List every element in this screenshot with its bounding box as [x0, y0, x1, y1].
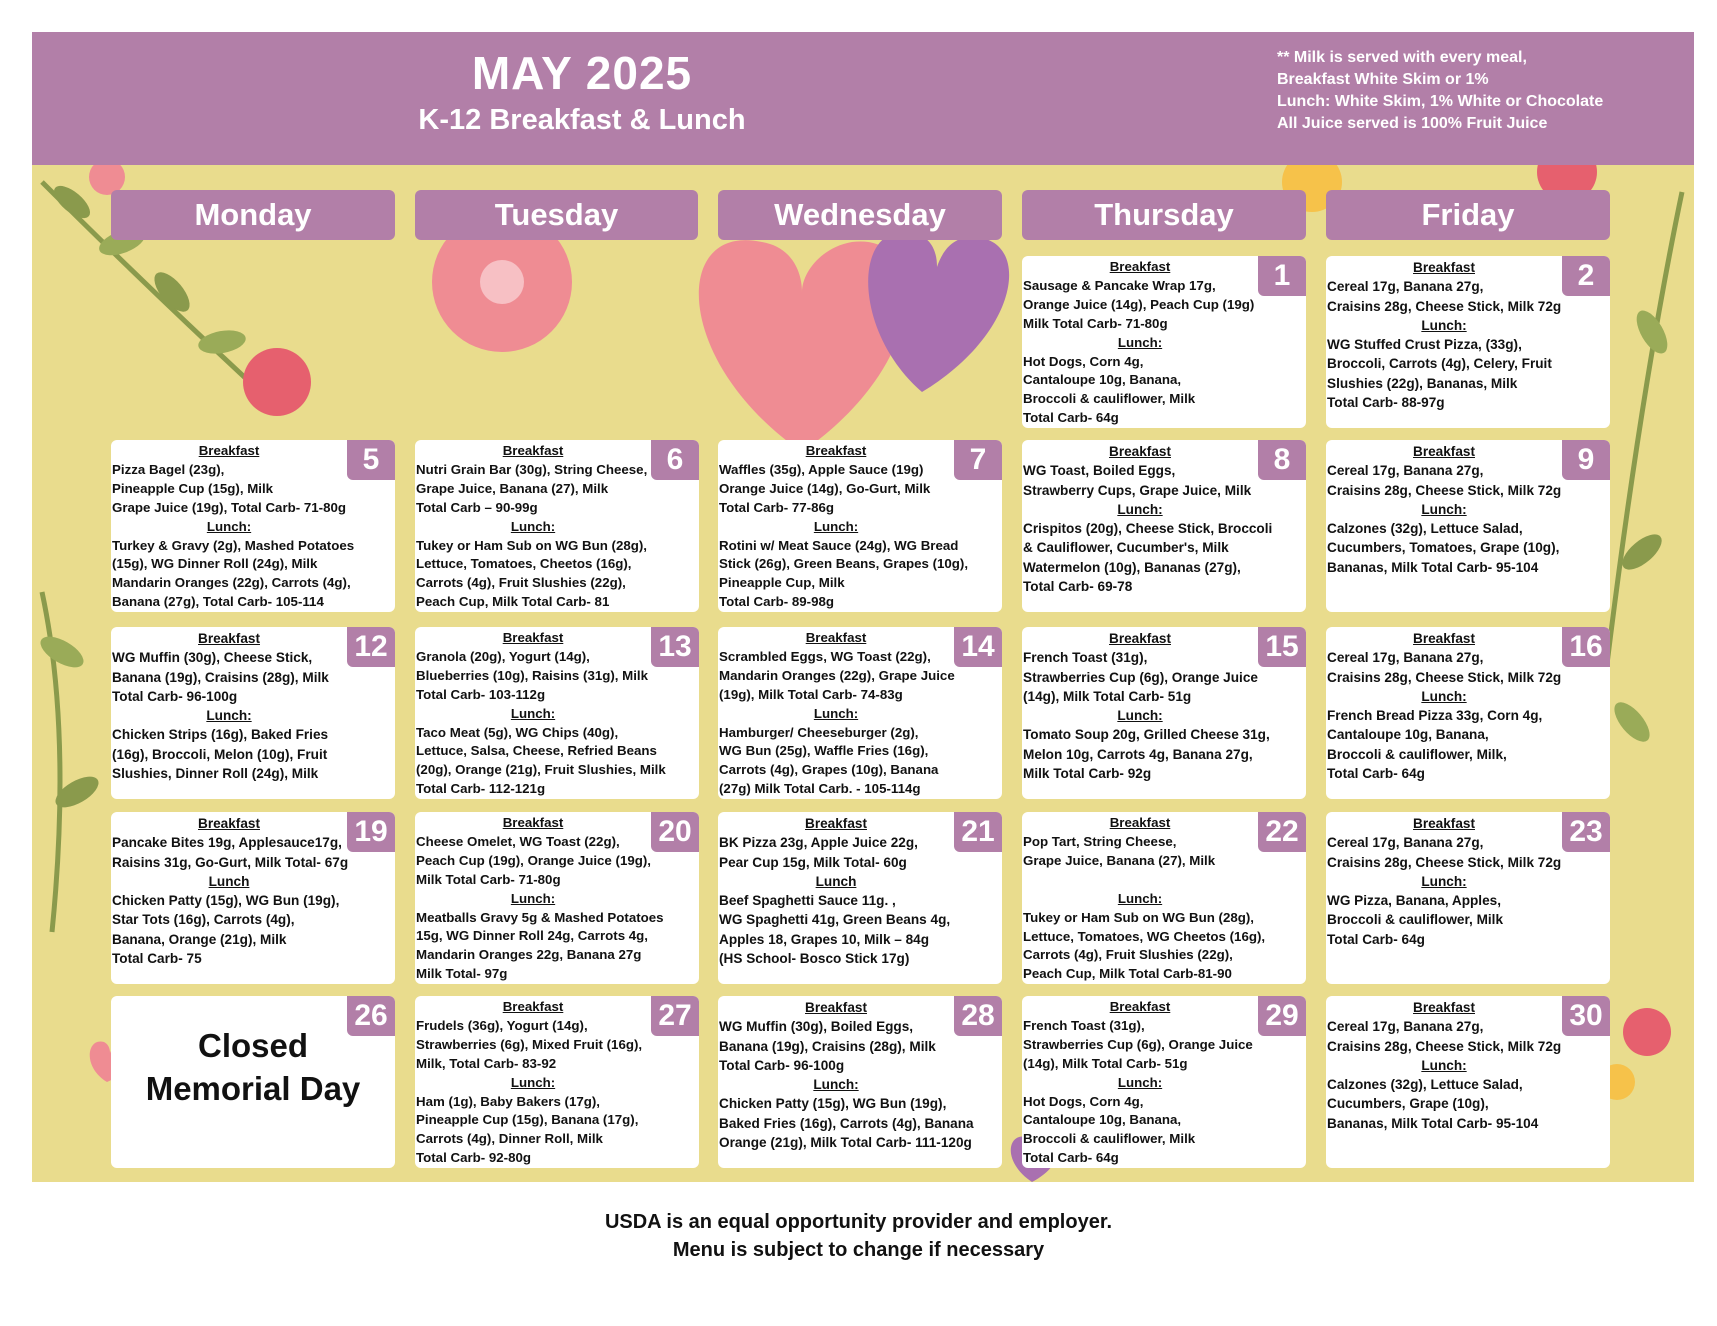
- menu-text: [718, 442, 1002, 612]
- menu-line: Cereal 17g, Banana 27g,: [1327, 650, 1484, 666]
- menu-line: Craisins 28g, Cheese Stick, Milk 72g: [1327, 298, 1562, 314]
- breakfast-heading: Breakfast: [1413, 1000, 1475, 1015]
- menu-text: [415, 442, 699, 612]
- lunch-heading: Lunch: [208, 873, 250, 889]
- menu-line: Chicken Strips (16g), Baked Fries: [112, 727, 329, 743]
- closed-notice: [111, 1024, 395, 1110]
- menu-line: BK Pizza 23g, Apple Juice 22g,: [719, 835, 918, 851]
- menu-text: [1022, 629, 1306, 783]
- menu-line: Milk Total Carb- 92g: [1023, 766, 1152, 782]
- menu-line: Mandarin Oranges (22g), Carrots (4g),: [112, 575, 351, 591]
- menu-line: Strawberries Cup (6g), Orange Juice: [1023, 669, 1258, 685]
- menu-line: Melon 10g, Carrots 4g, Banana 27g,: [1023, 746, 1253, 762]
- lunch-heading: Lunch: [815, 873, 857, 889]
- menu-line: Tukey or Ham Sub on WG Bun (28g),: [1023, 909, 1254, 925]
- menu-line: Cereal 17g, Banana 27g,: [1327, 835, 1484, 851]
- day-cell-9: [1326, 440, 1610, 612]
- day-number: 9: [1562, 440, 1610, 480]
- day-cell-26: [111, 996, 395, 1168]
- lunch-heading: Lunch:: [1117, 1074, 1163, 1090]
- menu-line: Pancake Bites 19g, Applesauce17g,: [112, 835, 342, 851]
- menu-text: [415, 814, 699, 984]
- day-number: 2: [1562, 256, 1610, 296]
- menu-line: Scrambled Eggs, WG Toast (22g),: [719, 648, 931, 664]
- menu-line: Pizza Bagel (23g),: [112, 461, 225, 477]
- lunch-heading: Lunch:: [206, 518, 252, 534]
- header-banner: [32, 32, 1694, 165]
- day-number: 6: [651, 440, 699, 480]
- day-cell-14: [718, 627, 1002, 799]
- day-cell-7: [718, 440, 1002, 612]
- lunch-heading: Lunch:: [1117, 334, 1163, 350]
- menu-line: Banana, Orange (21g), Milk: [112, 931, 287, 947]
- lunch-heading: Lunch:: [1117, 890, 1163, 906]
- menu-line: Mandarin Oranges (22g), Grape Juice: [719, 667, 955, 683]
- menu-line: (20g), Orange (21g), Fruit Slushies, Milk: [416, 762, 666, 778]
- menu-text: [1326, 258, 1610, 412]
- menu-line: Total Carb- 88-97g: [1327, 395, 1445, 411]
- menu-line: Milk Total Carb- 71-80g: [416, 871, 561, 887]
- menu-line: WG Pizza, Banana, Apples,: [1327, 893, 1501, 909]
- menu-line: (16g), Broccoli, Melon (10g), Fruit: [112, 746, 328, 762]
- footer-equal-opportunity: USDA is an equal opportunity provider and employer.: [604, 1211, 1113, 1233]
- menu-line: (HS School- Bosco Stick 17g): [719, 951, 910, 967]
- menu-line: Cheese Omelet, WG Toast (22g),: [416, 833, 620, 849]
- menu-line: WG Stuffed Crust Pizza, (33g),: [1327, 337, 1522, 353]
- menu-line: WG Muffin (30g), Boiled Eggs,: [719, 1019, 914, 1035]
- menu-line: Strawberries (6g), Mixed Fruit (16g),: [416, 1036, 643, 1052]
- menu-line: Milk Total Carb- 71-80g: [1023, 315, 1168, 331]
- menu-line: Pineapple Cup, Milk: [719, 575, 845, 591]
- menu-line: Grape Juice, Banana (27), Milk: [1023, 852, 1216, 868]
- day-cell-16: [1326, 627, 1610, 799]
- day-number: 16: [1562, 627, 1610, 667]
- menu-line: Pop Tart, String Cheese,: [1023, 833, 1177, 849]
- lunch-heading: Lunch:: [813, 518, 859, 534]
- menu-line: Grape Juice (19g), Total Carb- 71-80g: [112, 499, 346, 515]
- menu-text: [1022, 998, 1306, 1168]
- day-header-thursday: Thursday: [1022, 190, 1306, 240]
- lunch-heading: Lunch:: [813, 1077, 859, 1093]
- menu-text: [111, 629, 395, 783]
- menu-line: Grape Juice, Banana (27), Milk: [416, 480, 609, 496]
- menu-line: Slushies, Dinner Roll (24g), Milk: [112, 766, 319, 782]
- menu-line: Peach Cup, Milk Total Carb- 81: [416, 594, 610, 610]
- lunch-heading: Lunch:: [510, 1074, 556, 1090]
- menu-line: (27g) Milk Total Carb. - 105-114g: [719, 781, 921, 797]
- menu-text: [1326, 442, 1610, 577]
- menu-line: Granola (20g), Yogurt (14g),: [416, 648, 590, 664]
- menu-line: Taco Meat (5g), WG Chips (40g),: [416, 724, 619, 740]
- lunch-heading: Lunch:: [1421, 317, 1467, 333]
- lunch-heading: Lunch:: [813, 705, 859, 721]
- menu-line: Chicken Patty (15g), WG Bun (19g),: [112, 893, 340, 909]
- breakfast-heading: Breakfast: [805, 816, 867, 831]
- day-number: 29: [1258, 996, 1306, 1036]
- heart-purple-decoration: [868, 231, 1009, 392]
- menu-text: [111, 442, 395, 612]
- day-number: 15: [1258, 627, 1306, 667]
- menu-line: Cereal 17g, Banana 27g,: [1327, 279, 1484, 295]
- menu-line: Orange (21g), Milk Total Carb- 111-120g: [719, 1135, 972, 1151]
- menu-line: Pineapple Cup (15g), Milk: [112, 480, 274, 496]
- day-cell-15: [1022, 627, 1306, 799]
- lunch-heading: Lunch:: [1421, 501, 1467, 517]
- menu-line: WG Muffin (30g), Cheese Stick,: [112, 650, 313, 666]
- menu-line: Carrots (4g), Dinner Roll, Milk: [416, 1131, 603, 1147]
- menu-line: WG Bun (25g), Waffle Fries (16g),: [719, 743, 929, 759]
- day-number: 13: [651, 627, 699, 667]
- menu-line: Calzones (32g), Lettuce Salad,: [1327, 1077, 1523, 1093]
- day-cell-29: [1022, 996, 1306, 1168]
- menu-line: (14g), Milk Total Carb- 51g: [1023, 688, 1192, 704]
- menu-line: Slushies (22g), Bananas, Milk: [1327, 375, 1518, 391]
- menu-line: French Bread Pizza 33g, Corn 4g,: [1327, 708, 1543, 724]
- menu-line: Lettuce, Salsa, Cheese, Refried Beans: [416, 743, 657, 759]
- menu-line: Total Carb- 89-98g: [719, 594, 835, 610]
- menu-line: Peach Cup, Milk Total Carb-81-90: [1023, 966, 1232, 982]
- menu-line: Carrots (4g), Grapes (10g), Banana: [719, 762, 939, 778]
- menu-line: Pear Cup 15g, Milk Total- 60g: [719, 854, 907, 870]
- menu-line: (19g), Milk Total Carb- 74-83g: [719, 686, 903, 702]
- menu-line: Craisins 28g, Cheese Stick, Milk 72g: [1327, 482, 1562, 498]
- menu-line: Total Carb- 112-121g: [416, 781, 546, 797]
- day-cell-30: [1326, 996, 1610, 1168]
- menu-line: Broccoli & cauliflower, Milk: [1023, 1131, 1196, 1147]
- day-cell-23: [1326, 812, 1610, 984]
- closed-notice-line: Closed: [197, 1027, 309, 1064]
- menu-line: Raisins 31g, Go-Gurt, Milk Total- 67g: [112, 854, 349, 870]
- breakfast-heading: Breakfast: [502, 999, 564, 1014]
- menu-text: [718, 814, 1002, 968]
- menu-line: Hot Dogs, Corn 4g,: [1023, 353, 1144, 369]
- menu-line: Broccoli & cauliflower, Milk: [1023, 391, 1196, 407]
- menu-line: Craisins 28g, Cheese Stick, Milk 72g: [1327, 1038, 1562, 1054]
- menu-line: Watermelon (10g), Bananas (27g),: [1023, 559, 1241, 575]
- menu-line: Total Carb- 96-100g: [719, 1057, 845, 1073]
- milk-note-line: Breakfast White Skim or 1%: [1277, 71, 1489, 88]
- day-cell-19: [111, 812, 395, 984]
- menu-line: Total Carb- 96-100g: [112, 688, 238, 704]
- day-header-wednesday: Wednesday: [718, 190, 1002, 240]
- menu-line: Tukey or Ham Sub on WG Bun (28g),: [416, 537, 647, 553]
- breakfast-heading: Breakfast: [805, 630, 867, 645]
- day-number: 20: [651, 812, 699, 852]
- day-cell-20: [415, 812, 699, 984]
- menu-line: Broccoli, Carrots (4g), Celery, Fruit: [1327, 356, 1552, 372]
- menu-text: [1326, 629, 1610, 783]
- day-number: 1: [1258, 256, 1306, 296]
- menu-line: Carrots (4g), Fruit Slushies (22g),: [1023, 947, 1233, 963]
- breakfast-heading: Breakfast: [1413, 260, 1475, 275]
- lunch-heading: Lunch:: [1117, 501, 1163, 517]
- menu-line: Total Carb – 90-99g: [416, 499, 538, 515]
- menu-line: Craisins 28g, Cheese Stick, Milk 72g: [1327, 854, 1562, 870]
- day-cell-21: [718, 812, 1002, 984]
- menu-line: Orange Juice (14g), Go-Gurt, Milk: [719, 480, 931, 496]
- menu-text: [415, 998, 699, 1168]
- menu-line: Cereal 17g, Banana 27g,: [1327, 463, 1484, 479]
- day-number: 5: [347, 440, 395, 480]
- closed-notice-line: Memorial Day: [145, 1070, 361, 1107]
- menu-line: Banana (19g), Craisins (28g), Milk: [719, 1038, 936, 1054]
- menu-line: Craisins 28g, Cheese Stick, Milk 72g: [1327, 669, 1562, 685]
- menu-text: [1326, 814, 1610, 949]
- lunch-heading: Lunch:: [510, 518, 556, 534]
- day-cell-8: [1022, 440, 1306, 612]
- menu-line: Cucumbers, Grape (10g),: [1327, 1096, 1489, 1112]
- menu-text: [1022, 258, 1306, 428]
- menu-text: [1326, 998, 1610, 1133]
- menu-text: [111, 814, 395, 968]
- day-cell-1: [1022, 256, 1306, 428]
- menu-line: Ham (1g), Baby Bakers (17g),: [416, 1093, 601, 1109]
- breakfast-heading: Breakfast: [1109, 444, 1171, 459]
- menu-line: French Toast (31g),: [1023, 650, 1148, 666]
- menu-line: Frudels (36g), Yogurt (14g),: [416, 1017, 588, 1033]
- menu-line: Strawberry Cups, Grape Juice, Milk: [1023, 482, 1252, 498]
- day-number: 27: [651, 996, 699, 1036]
- menu-line: [1023, 871, 1305, 890]
- menu-text: [1022, 814, 1306, 984]
- day-number: 19: [347, 812, 395, 852]
- day-number: 14: [954, 627, 1002, 667]
- day-header-monday: Monday: [111, 190, 395, 240]
- menu-line: Pineapple Cup (15g), Banana (17g),: [416, 1112, 639, 1128]
- menu-line: Cantaloupe 10g, Banana,: [1023, 1112, 1182, 1128]
- breakfast-heading: Breakfast: [502, 443, 564, 458]
- menu-line: Mandarin Oranges 22g, Banana 27g: [416, 947, 642, 963]
- menu-line: (14g), Milk Total Carb- 51g: [1023, 1055, 1188, 1071]
- menu-poster: [32, 32, 1694, 1182]
- day-cell-12: [111, 627, 395, 799]
- day-cell-28: [718, 996, 1002, 1168]
- menu-line: Banana (27g), Total Carb- 105-114: [112, 594, 324, 610]
- day-cell-13: [415, 627, 699, 799]
- menu-line: Milk Total- 97g: [416, 966, 508, 982]
- menu-line: Peach Cup (19g), Orange Juice (19g),: [416, 852, 651, 868]
- menu-line: Hamburger/ Cheeseburger (2g),: [719, 724, 919, 740]
- menu-line: Blueberries (10g), Raisins (31g), Milk: [416, 667, 649, 683]
- breakfast-heading: Breakfast: [1413, 444, 1475, 459]
- breakfast-heading: Breakfast: [1109, 259, 1171, 274]
- menu-line: Broccoli & cauliflower, Milk: [1327, 912, 1504, 928]
- day-number: 8: [1258, 440, 1306, 480]
- menu-line: Stick (26g), Green Beans, Grapes (10g),: [719, 556, 969, 572]
- breakfast-heading: Breakfast: [1413, 816, 1475, 831]
- menu-text: [718, 629, 1002, 799]
- menu-line: Rotini w/ Meat Sauce (24g), WG Bread: [719, 537, 959, 553]
- breakfast-heading: Breakfast: [502, 815, 564, 830]
- menu-line: Strawberries Cup (6g), Orange Juice: [1023, 1036, 1253, 1052]
- menu-line: Beef Spaghetti Sauce 11g. ,: [719, 893, 896, 909]
- page-subtitle: K-12 Breakfast & Lunch: [418, 104, 746, 136]
- day-number: 12: [347, 627, 395, 667]
- menu-line: Total Carb- 92-80g: [416, 1150, 532, 1166]
- rose-decoration-bottom: [1623, 1008, 1671, 1056]
- menu-text: [415, 629, 699, 799]
- menu-line: Sausage & Pancake Wrap 17g,: [1023, 277, 1216, 293]
- menu-line: Chicken Patty (15g), WG Bun (19g),: [719, 1096, 947, 1112]
- lunch-heading: Lunch:: [206, 708, 252, 724]
- breakfast-heading: Breakfast: [502, 630, 564, 645]
- day-cell-22: [1022, 812, 1306, 984]
- menu-line: Baked Fries (16g), Carrots (4g), Banana: [719, 1115, 974, 1131]
- menu-line: Tomato Soup 20g, Grilled Cheese 31g,: [1023, 727, 1270, 743]
- menu-line: Calzones (32g), Lettuce Salad,: [1327, 521, 1523, 537]
- day-number: 28: [954, 996, 1002, 1036]
- menu-line: French Toast (31g),: [1023, 1017, 1145, 1033]
- menu-line: 15g, WG Dinner Roll 24g, Carrots 4g,: [416, 928, 649, 944]
- menu-text: [1022, 442, 1306, 596]
- menu-line: Meatballs Gravy 5g & Mashed Potatoes: [416, 909, 664, 925]
- day-cell-27: [415, 996, 699, 1168]
- lunch-heading: Lunch:: [1117, 708, 1163, 724]
- menu-line: Milk, Total Carb- 83-92: [416, 1055, 557, 1071]
- breakfast-heading: Breakfast: [198, 816, 260, 831]
- day-number: 30: [1562, 996, 1610, 1036]
- day-number: 22: [1258, 812, 1306, 852]
- menu-line: Total Carb- 64g: [1327, 931, 1425, 947]
- footer: [0, 1208, 1717, 1264]
- menu-line: Lettuce, Tomatoes, WG Cheetos (16g),: [1023, 928, 1266, 944]
- menu-line: Apples 18, Grapes 10, Milk – 84g: [719, 931, 930, 947]
- menu-line: Cucumbers, Tomatoes, Grape (10g),: [1327, 540, 1560, 556]
- lunch-heading: Lunch:: [510, 705, 556, 721]
- breakfast-heading: Breakfast: [198, 443, 260, 458]
- footer-menu-disclaimer: Menu is subject to change if necessary: [672, 1239, 1045, 1261]
- menu-line: Cereal 17g, Banana 27g,: [1327, 1019, 1484, 1035]
- menu-line: Banana (19g), Craisins (28g), Milk: [112, 669, 329, 685]
- menu-line: Cantaloupe 10g, Banana,: [1327, 727, 1489, 743]
- menu-line: Broccoli & cauliflower, Milk,: [1327, 746, 1507, 762]
- lunch-heading: Lunch:: [1421, 873, 1467, 889]
- page-title: MAY 2025: [471, 47, 693, 99]
- menu-line: & Cauliflower, Cucumber's, Milk: [1023, 540, 1229, 556]
- breakfast-heading: Breakfast: [1413, 631, 1475, 646]
- day-header-tuesday: Tuesday: [415, 190, 698, 240]
- lunch-heading: Lunch:: [1421, 1057, 1467, 1073]
- menu-line: Total Carb- 103-112g: [416, 686, 546, 702]
- menu-line: Orange Juice (14g), Peach Cup (19g): [1023, 296, 1255, 312]
- menu-line: Total Carb- 64g: [1023, 410, 1119, 426]
- milk-note-line: ** Milk is served with every meal,: [1277, 49, 1527, 66]
- lunch-heading: Lunch:: [1421, 688, 1467, 704]
- lunch-heading: Lunch:: [510, 890, 556, 906]
- menu-line: Crispitos (20g), Cheese Stick, Broccoli: [1023, 521, 1273, 537]
- menu-line: Star Tots (16g), Carrots (4g),: [112, 912, 295, 928]
- day-header-friday: Friday: [1326, 190, 1610, 240]
- menu-text: [718, 998, 1002, 1152]
- menu-line: Total Carb- 64g: [1327, 766, 1425, 782]
- menu-line: Total Carb- 64g: [1023, 1150, 1119, 1166]
- menu-line: Waffles (35g), Apple Sauce (19g): [719, 461, 924, 477]
- menu-line: Lettuce, Tomatoes, Cheetos (16g),: [416, 556, 632, 572]
- menu-line: Hot Dogs, Corn 4g,: [1023, 1093, 1144, 1109]
- day-number: 7: [954, 440, 1002, 480]
- menu-line: Carrots (4g), Fruit Slushies (22g),: [416, 575, 626, 591]
- menu-line: WG Spaghetti 41g, Green Beans 4g,: [719, 912, 951, 928]
- milk-note-line: All Juice served is 100% Fruit Juice: [1277, 115, 1548, 132]
- breakfast-heading: Breakfast: [1109, 631, 1171, 646]
- menu-line: Bananas, Milk Total Carb- 95-104: [1327, 559, 1539, 575]
- menu-line: WG Toast, Boiled Eggs,: [1023, 463, 1176, 479]
- day-number: 23: [1562, 812, 1610, 852]
- day-cell-5: [111, 440, 395, 612]
- menu-line: Nutri Grain Bar (30g), String Cheese,: [416, 461, 648, 477]
- menu-line: Turkey & Gravy (2g), Mashed Potatoes: [112, 537, 355, 553]
- day-number: 26: [347, 996, 395, 1036]
- breakfast-heading: Breakfast: [805, 443, 867, 458]
- breakfast-heading: Breakfast: [805, 1000, 867, 1015]
- breakfast-heading: Breakfast: [198, 631, 260, 646]
- day-cell-2: [1326, 256, 1610, 428]
- menu-line: Total Carb- 69-78: [1023, 579, 1133, 595]
- menu-line: Bananas, Milk Total Carb- 95-104: [1327, 1115, 1539, 1131]
- milk-note-line: Lunch: White Skim, 1% White or Chocolate: [1277, 93, 1604, 110]
- menu-line: (15g), WG Dinner Roll (24g), Milk: [112, 556, 318, 572]
- menu-line: Total Carb- 75: [112, 951, 202, 967]
- day-cell-6: [415, 440, 699, 612]
- breakfast-heading: Breakfast: [1109, 815, 1171, 830]
- menu-line: Total Carb- 77-86g: [719, 499, 835, 515]
- breakfast-heading: Breakfast: [1109, 999, 1171, 1014]
- milk-note: [1277, 47, 1603, 135]
- day-number: 21: [954, 812, 1002, 852]
- menu-line: Cantaloupe 10g, Banana,: [1023, 372, 1182, 388]
